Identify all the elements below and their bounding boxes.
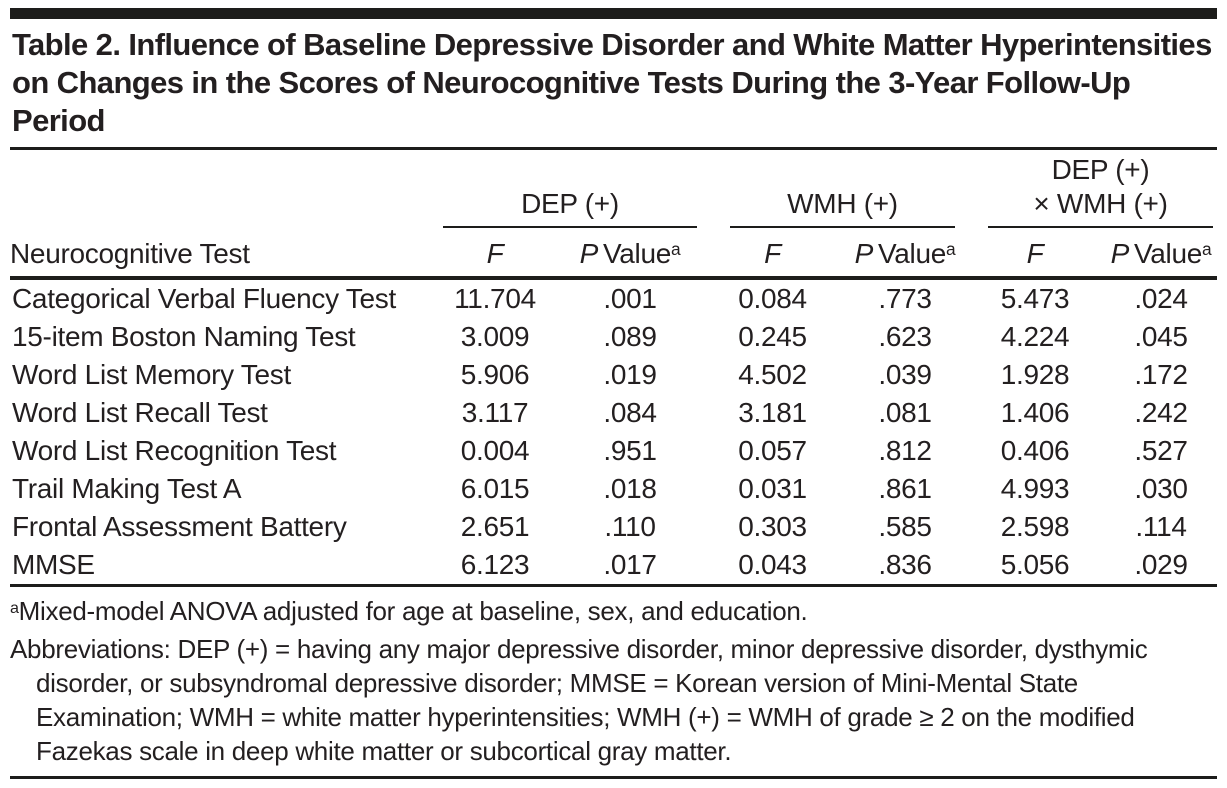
dep-f-cell: 6.123 [430, 546, 560, 586]
wmh-f-cell: 0.084 [738, 283, 807, 314]
wmh-p-cell: .773 [878, 283, 932, 314]
wmh-p-cell: .836 [845, 546, 965, 586]
top-rule-bar [10, 8, 1217, 19]
test-name-cell: Trail Making Test A [12, 473, 242, 504]
interaction-f-cell: 4.993 [1000, 473, 1070, 504]
group-header-wmh [700, 150, 965, 228]
wmh-f-cell: 0.043 [700, 546, 845, 586]
interaction-p-cell: .030 [1134, 473, 1188, 504]
test-name-cell: Categorical Verbal Fluency Test [12, 283, 396, 314]
dep-p-cell: .001 [603, 283, 657, 314]
dep-f-cell: 6.015 [460, 473, 530, 504]
group-label-interaction-line2: × WMH (+) [1033, 188, 1168, 219]
wmh-f-cell: 0.031 [738, 473, 807, 504]
p-header-interaction: P Value$^a$ [1105, 228, 1217, 278]
interaction-p-cell: .242 [1134, 397, 1188, 428]
dep-p-cell: .110 [604, 511, 656, 542]
wmh-f-cell: 4.502 [738, 359, 807, 390]
wmh-f-cell: 3.181 [738, 397, 807, 428]
table-row [10, 508, 1217, 546]
column-header-row [10, 228, 1217, 278]
table-row [10, 432, 1217, 470]
dep-f-cell: 11.704 [454, 283, 536, 314]
group-label-dep: DEP (+) [521, 188, 619, 219]
wmh-p-cell: .861 [878, 473, 932, 504]
dep-p-cell: .017 [560, 546, 700, 586]
dep-f-cell: 0.004 [460, 435, 530, 466]
f-header-wmh: F [700, 228, 845, 278]
group-label-wmh: WMH (+) [787, 188, 898, 219]
dep-p-cell: .084 [603, 397, 657, 428]
wmh-p-cell: .623 [878, 321, 932, 352]
wmh-p-cell: .081 [878, 397, 932, 428]
p-header-dep: P Value$^a$ [560, 228, 700, 278]
dep-f-cell: 2.651 [460, 511, 530, 542]
table-row [10, 546, 1217, 586]
test-name-cell: Word List Memory Test [12, 359, 291, 390]
dep-p-cell: .018 [603, 473, 657, 504]
interaction-p-cell: .045 [1134, 321, 1188, 352]
results-table-head [10, 150, 1217, 278]
results-table [10, 150, 1217, 587]
dep-f-cell: 3.117 [461, 397, 529, 428]
test-name-cell: Word List Recognition Test [12, 435, 337, 466]
group-header-row [10, 150, 1217, 228]
group-header-interaction [965, 150, 1217, 228]
table-row [10, 356, 1217, 394]
wmh-f-cell: 0.057 [738, 435, 807, 466]
interaction-f-cell: 4.224 [1000, 321, 1070, 352]
interaction-f-cell: 2.598 [1000, 511, 1070, 542]
bottom-rule [10, 776, 1217, 779]
interaction-p-cell: .172 [1134, 359, 1188, 390]
anova-footnote-text: Mixed-model ANOVA adjusted for age at baseline, sex, and education. [18, 596, 808, 626]
group-header-dep [430, 150, 700, 228]
interaction-f-cell: 1.928 [1000, 359, 1070, 390]
group-header-spacer [10, 150, 430, 228]
group-label-interaction-line1: DEP (+) [1051, 154, 1150, 185]
f-header-dep: F [430, 228, 560, 278]
interaction-p-cell: .024 [1134, 283, 1188, 314]
interaction-f-cell: 1.406 [1000, 397, 1070, 428]
interaction-p-cell: .527 [1134, 435, 1188, 466]
interaction-p-cell: .114 [1135, 511, 1187, 542]
wmh-f-cell: 0.303 [738, 511, 807, 542]
p-header-wmh: P Value$^a$ [845, 228, 965, 278]
table-row [10, 394, 1217, 432]
dep-p-cell: .951 [603, 435, 657, 466]
test-name-cell: Word List Recall Test [12, 397, 268, 428]
test-name-cell: MMSE [10, 546, 430, 586]
wmh-p-cell: .039 [878, 359, 932, 390]
f-header-interaction: F [965, 228, 1105, 278]
table-row [10, 278, 1217, 318]
footnote-marker: a [10, 598, 19, 617]
interaction-p-cell: .029 [1105, 546, 1217, 586]
test-name-cell: Frontal Assessment Battery [12, 511, 347, 542]
results-table-body [10, 278, 1217, 586]
abbreviations-footnote: Abbreviations: DEP (+) = having any major depressive disorder, minor depressive disorder, dysthymic disorder, or subsyndromal depressive disorder; MMSE = Korean version of Mini-Mental State Examination; WMH = white matter hyperintensities; WMH (+) = WMH of grade ≥ 2 on the modified Fazekas scale in deep white matter or subcortical gray matter. [10, 634, 1148, 766]
test-name-cell: 15-item Boston Naming Test [12, 321, 356, 352]
wmh-f-cell: 0.245 [738, 321, 807, 352]
wmh-p-cell: .585 [878, 511, 932, 542]
footnotes [10, 587, 1215, 768]
dep-p-cell: .089 [603, 321, 657, 352]
wmh-p-cell: .812 [878, 435, 932, 466]
dep-f-cell: 5.906 [460, 359, 530, 390]
table-row [10, 318, 1217, 356]
table-title: Table 2. Influence of Baseline Depressive Disorder and White Matter Hyperintensities on Changes in the Scores of Neurocognitive Tests During the 3-Year Follow-Up Period [12, 27, 1212, 138]
row-header-label: Neurocognitive Test [10, 228, 430, 278]
table-row [10, 470, 1217, 508]
dep-p-cell: .019 [603, 359, 657, 390]
interaction-f-cell: 5.056 [965, 546, 1105, 586]
dep-f-cell: 3.009 [460, 321, 530, 352]
anova-footnote [10, 594, 1215, 632]
interaction-f-cell: 5.473 [1000, 283, 1070, 314]
interaction-f-cell: 0.406 [1000, 435, 1070, 466]
